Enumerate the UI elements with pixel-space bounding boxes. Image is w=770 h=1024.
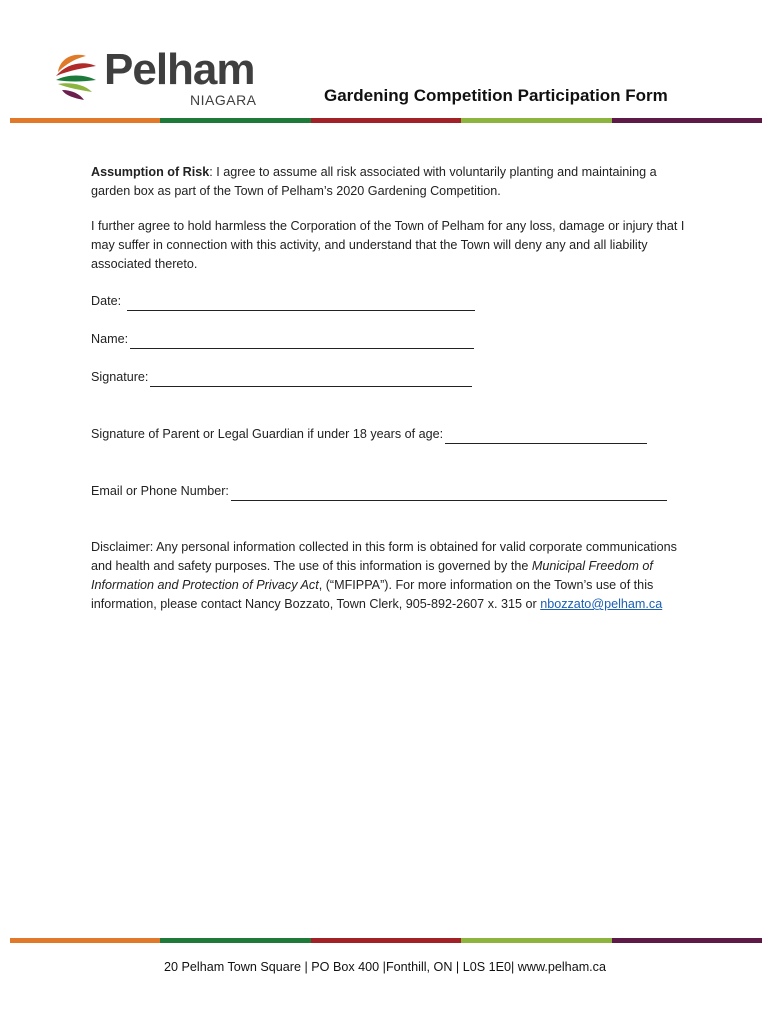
pelham-leaf-icon bbox=[52, 50, 100, 102]
logo-wordmark: Pelham bbox=[104, 45, 255, 94]
stripe-segment bbox=[311, 938, 461, 943]
signature-line[interactable] bbox=[150, 372, 472, 387]
stripe-segment bbox=[311, 118, 461, 123]
clerk-email-link[interactable]: nbozzato@pelham.ca bbox=[540, 597, 663, 611]
signature-field bbox=[91, 368, 691, 387]
risk-paragraph bbox=[91, 163, 691, 201]
footer-color-stripe bbox=[10, 938, 762, 943]
stripe-segment bbox=[612, 938, 762, 943]
disclaimer-text-2: , (“MFIPPA”). For more information on the Town’s use of this information, please contact Nancy Bozzato, Town Clerk, 905-892-2607 x. 315 or bbox=[91, 578, 654, 611]
stripe-segment bbox=[10, 938, 160, 943]
disclaimer-text-1: Disclaimer: Any personal information collected in this form is obtained for valid corporate communications and health and safety purposes. The use of this information is governed by the bbox=[91, 540, 677, 573]
harmless-paragraph: I further agree to hold harmless the Corporation of the Town of Pelham for any loss, damage or injury that I may suffer in connection with this activity, and understand that the Town will deny any and all liability associated thereto. bbox=[91, 219, 685, 271]
risk-label: Assumption of Risk bbox=[91, 165, 210, 179]
guardian-signature-field bbox=[91, 425, 691, 444]
contact-line[interactable] bbox=[231, 486, 667, 501]
header-color-stripe bbox=[10, 118, 762, 123]
date-field bbox=[91, 292, 691, 311]
form-title: Gardening Competition Participation Form bbox=[324, 86, 668, 105]
stripe-segment bbox=[160, 118, 310, 123]
stripe-segment bbox=[461, 118, 611, 123]
pelham-logo bbox=[52, 45, 262, 112]
risk-text: : I agree to assume all risk associated with voluntarily planting and maintaining a garden box as part of the Town of Pelham’s 2020 Gardening Competition. bbox=[91, 165, 657, 198]
name-label: Name: bbox=[91, 332, 129, 346]
stripe-segment bbox=[10, 118, 160, 123]
contact-field bbox=[91, 482, 691, 501]
signature-label: Signature: bbox=[91, 370, 149, 384]
contact-label: Email or Phone Number: bbox=[91, 484, 229, 498]
stripe-segment bbox=[160, 938, 310, 943]
date-line[interactable] bbox=[127, 296, 475, 311]
form-content bbox=[91, 163, 691, 614]
name-field bbox=[91, 330, 691, 349]
logo-subtitle: NIAGARA bbox=[190, 92, 257, 108]
disclaimer-paragraph bbox=[91, 538, 691, 614]
stripe-segment bbox=[612, 118, 762, 123]
footer-address: 20 Pelham Town Square | PO Box 400 |Fonthill, ON | L0S 1E0| www.pelham.ca bbox=[164, 960, 606, 974]
stripe-segment bbox=[461, 938, 611, 943]
guardian-line[interactable] bbox=[445, 429, 647, 444]
date-label: Date: bbox=[91, 294, 122, 308]
act-name: Municipal Freedom of Information and Protection of Privacy Act bbox=[91, 559, 653, 592]
guardian-label: Signature of Parent or Legal Guardian if under 18 years of age: bbox=[91, 427, 444, 441]
name-line[interactable] bbox=[130, 334, 474, 349]
